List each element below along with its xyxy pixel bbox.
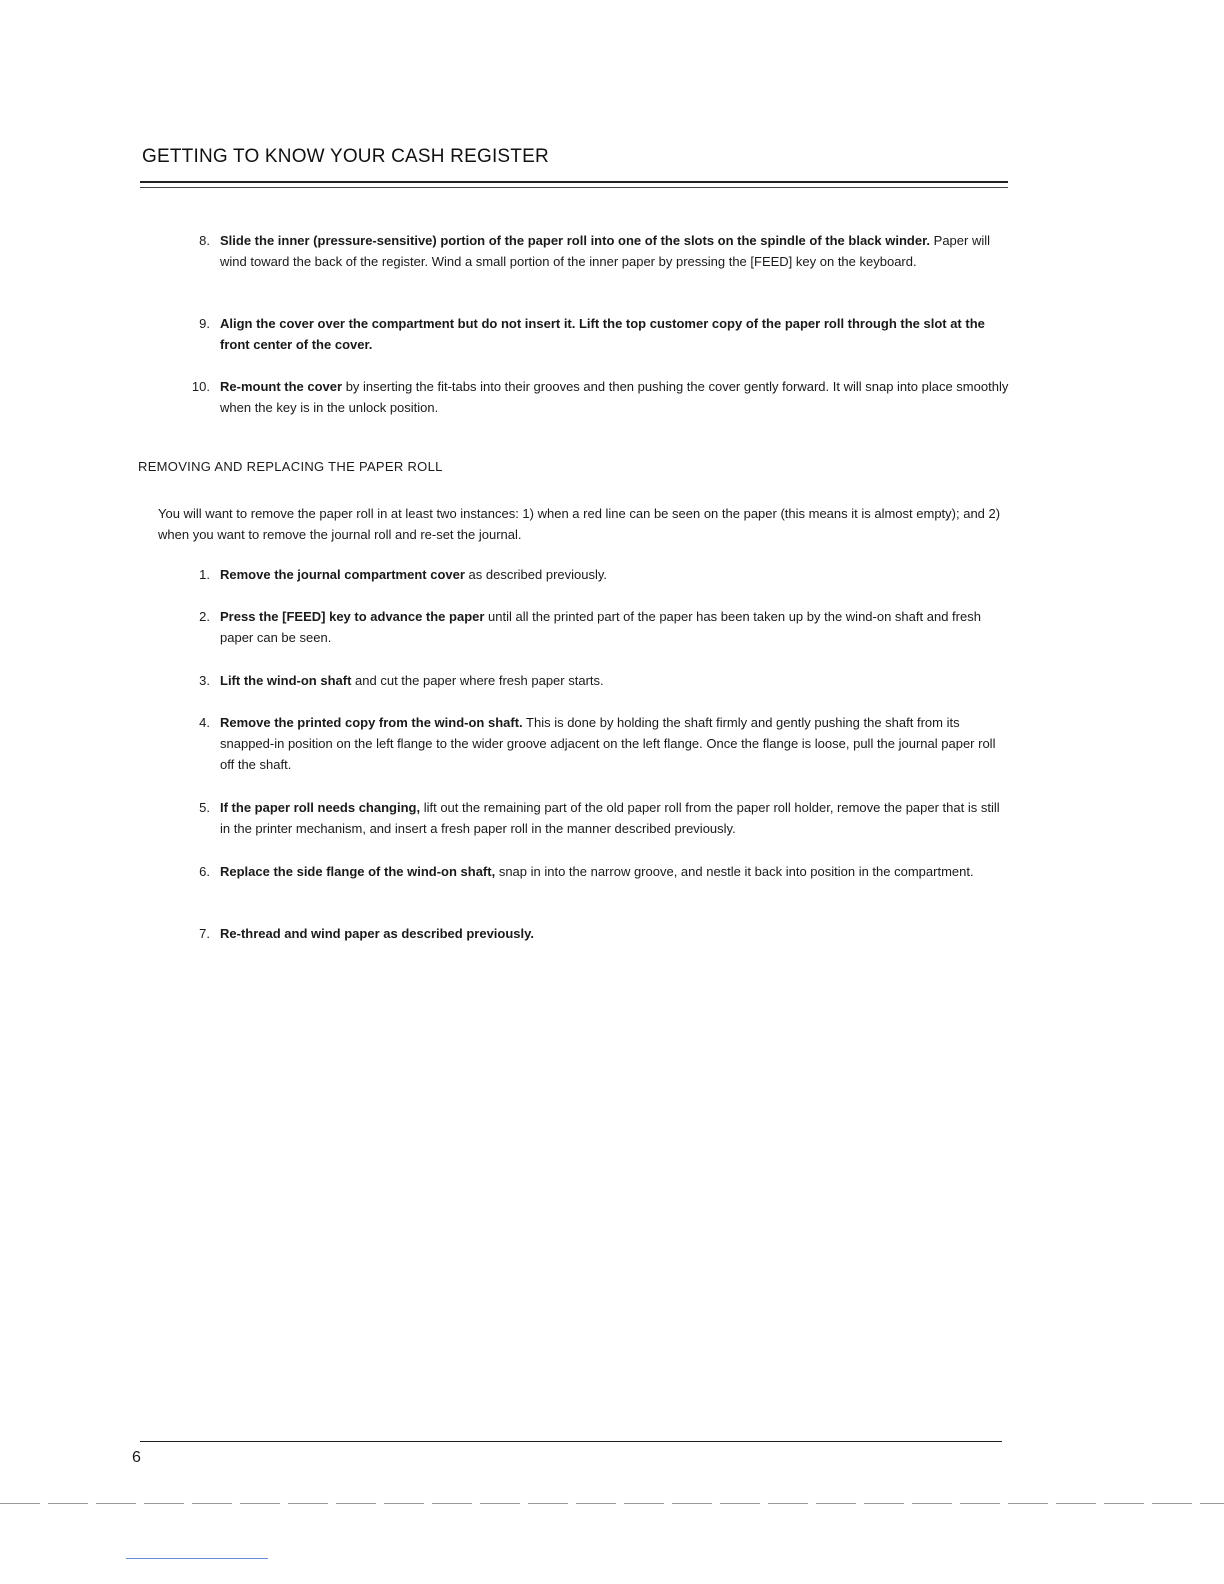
header-rule-secondary [140,187,1008,188]
step-lead: Lift the wind-on shaft [220,673,352,688]
step-text: by inserting the fit-tabs into their grooves and then pushing the cover gently forward. It will snap into place smoothly when the key is in the unlock position. [220,379,1009,415]
step-text: Paper will wind toward the back of the register. Wind a small portion of the inner paper by pressing the [FEED] key on the keyboard. [220,233,990,269]
scan-artifact-line [126,1558,268,1559]
step-body [220,606,1010,648]
step-body [220,712,1010,775]
section-intro: You will want to remove the paper roll in at least two instances: 1) when a red line can be seen on the paper (this means it is almost empty); and 2) when you want to remove the journal roll and re-set the journal. [158,506,1001,542]
step-number: 3. [199,673,210,688]
footer-rule [140,1441,1002,1442]
step-body [220,376,1010,418]
step-number: 4. [199,715,210,730]
step-lead: Remove the journal compartment cover [220,567,465,582]
step-lead: If the paper roll needs changing, [220,800,421,815]
step-body [220,923,1010,944]
step-lead: Slide the inner (pressure-sensitive) portion of the paper roll into one of the slots on the spindle of the black winder. [220,233,931,248]
step-lead: Remove the printed copy from the wind-on shaft. [220,715,523,730]
step-number: 7. [199,926,210,941]
step-body [220,230,1010,272]
step-text: lift out the remaining part of the old paper roll from the paper roll holder, remove the paper that is still in the printer mechanism, and insert a fresh paper roll in the manner described previously. [220,800,1000,836]
header-rule [140,181,1008,183]
step-lead: Re-mount the cover [220,379,343,394]
step-body [220,564,1010,585]
scan-edge-line [0,1503,1224,1504]
step-lead: Press the [FEED] key to advance the paper [220,609,485,624]
step-lead: Re-thread and wind paper as described previously. [220,926,535,941]
step-body [220,797,1010,839]
step-body [220,861,1010,882]
step-body [220,313,1010,355]
step-number: 9. [199,316,210,331]
step-text: This is done by holding the shaft firmly and gently pushing the shaft from its snapped-in position on the left flange to the wider groove adjacent on the left flange. Once the flange is loose, pull the journal paper roll off the shaft. [220,715,996,772]
step-number: 1. [199,567,210,582]
section-heading: REMOVING AND REPLACING THE PAPER ROLL [138,459,443,474]
step-text: snap in into the narrow groove, and nestle it back into position in the compartment. [495,864,974,879]
step-number: 10. [191,379,210,394]
step-text: until all the printed part of the paper has been taken up by the wind-on shaft and fresh paper can be seen. [220,609,981,645]
step-text: and cut the paper where fresh paper starts. [351,673,604,688]
step-number: 2. [199,609,210,624]
step-number: 6. [199,864,210,879]
step-lead: Align the cover over the compartment but do not insert it. Lift the top customer copy of the paper roll through the slot at the front center of the cover. [220,316,985,352]
step-lead: Replace the side flange of the wind-on shaft, [220,864,496,879]
page-title: GETTING TO KNOW YOUR CASH REGISTER [142,146,549,167]
page-number: 6 [132,1449,141,1466]
step-number: 8. [199,233,210,248]
step-text: as described previously. [464,567,608,582]
step-number: 5. [199,800,210,815]
step-body [220,670,1010,691]
